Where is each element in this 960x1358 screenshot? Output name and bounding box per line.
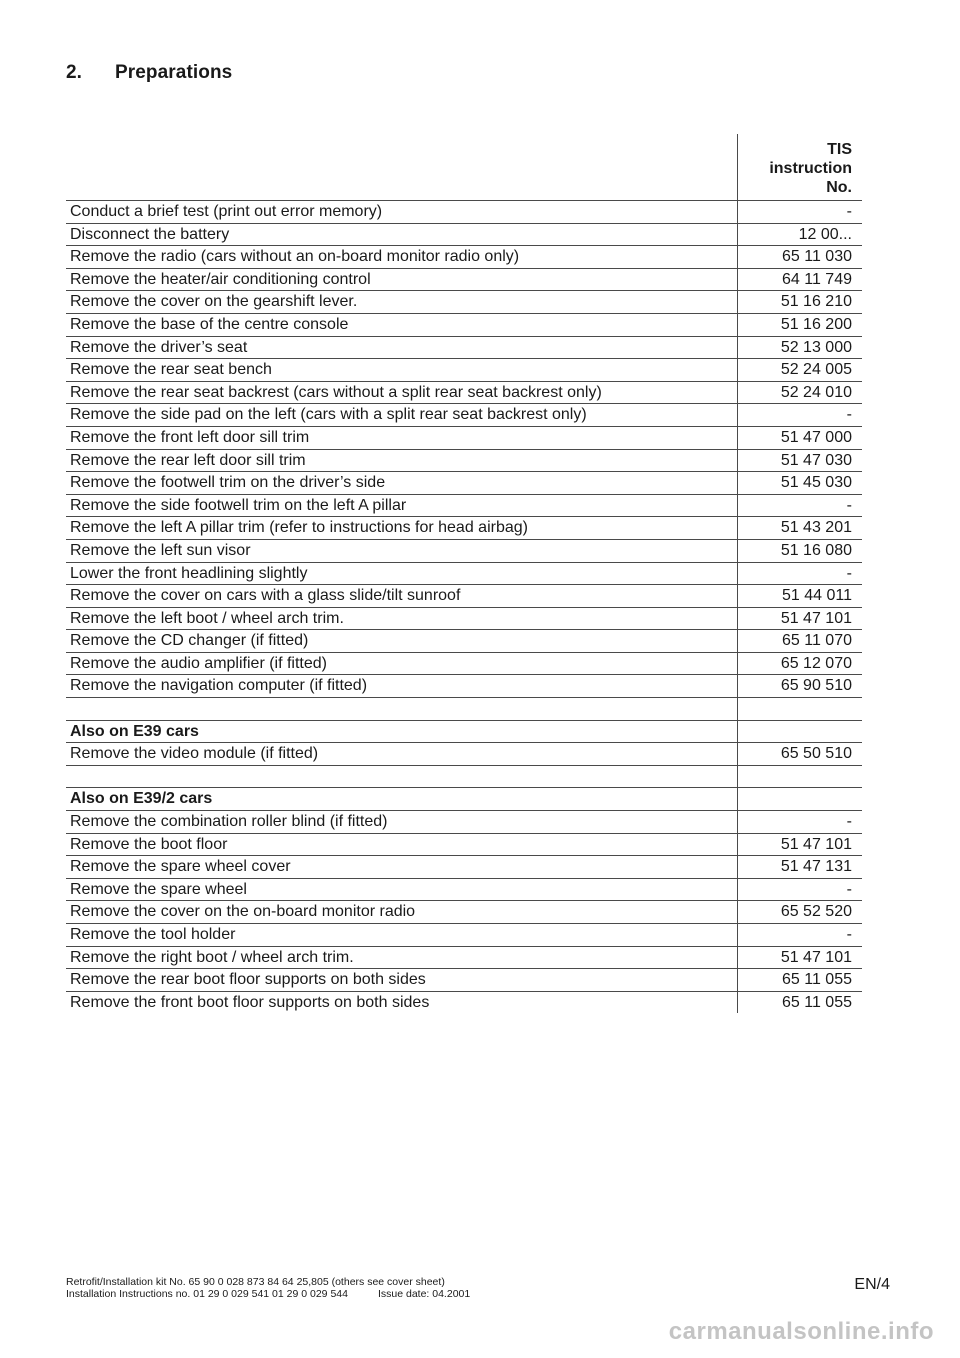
tis-number: 65 50 510 — [780, 745, 852, 763]
header-tis-label — [769, 140, 852, 197]
tis-number: 52 24 010 — [780, 383, 852, 401]
step-description: Remove the rear left door sill trim — [70, 451, 306, 469]
tis-number-cell — [737, 585, 862, 607]
table-row — [66, 290, 862, 313]
tis-number: - — [846, 203, 852, 220]
watermark-logo: carmanualsonline.info — [668, 1318, 934, 1345]
tis-number: 52 13 000 — [780, 338, 852, 356]
step-description: Lower the front headlining slightly — [70, 564, 308, 582]
step-description: Remove the CD changer (if fitted) — [70, 632, 309, 650]
tis-number: 51 16 080 — [780, 541, 852, 559]
step-description: Remove the spare wheel cover — [70, 858, 291, 876]
tis-number: - — [846, 880, 852, 898]
tis-number-cell — [737, 382, 862, 404]
step-description: Remove the driver’s seat — [70, 338, 248, 356]
step-description: Remove the tool holder — [70, 926, 236, 943]
step-description: Remove the base of the centre console — [70, 315, 349, 333]
table-row — [66, 946, 862, 969]
header-line: instruction — [769, 160, 852, 177]
tis-number-cell — [737, 495, 862, 517]
table-row — [66, 720, 862, 743]
tis-number: 51 43 201 — [780, 519, 852, 537]
table-row — [66, 381, 862, 404]
tis-number: - — [846, 813, 852, 831]
tis-number: 51 47 101 — [780, 835, 852, 853]
step-description: Remove the spare wheel — [70, 880, 247, 898]
tis-number-cell — [737, 834, 862, 856]
tis-number-cell — [737, 811, 862, 833]
tis-number-cell — [737, 947, 862, 969]
table-row — [66, 991, 862, 1014]
tis-number-cell — [737, 291, 862, 313]
header-line: No. — [826, 179, 852, 196]
tis-number-cell — [737, 630, 862, 652]
header-line: TIS — [827, 141, 852, 158]
step-description: Remove the cover on the on-board monitor radio — [70, 903, 416, 921]
tis-number: 12 00... — [798, 225, 852, 243]
tis-number-cell — [737, 314, 862, 336]
step-description: Remove the left sun visor — [70, 541, 251, 559]
table-row — [66, 833, 862, 856]
tis-number: 65 11 055 — [782, 971, 852, 989]
step-description: Remove the front boot floor supports on both sides — [70, 993, 430, 1011]
tis-number-cell — [737, 766, 862, 788]
table-row — [66, 923, 862, 946]
table-row — [66, 494, 862, 517]
step-description: Remove the footwell trim on the driver’s side — [70, 474, 386, 492]
tis-number-cell — [737, 517, 862, 539]
tis-number: 65 90 510 — [780, 677, 852, 695]
tis-number-cell — [737, 788, 862, 810]
section-number: 2. — [66, 62, 83, 83]
table-row — [66, 810, 862, 833]
tis-number-cell — [737, 269, 862, 291]
tis-number-cell — [737, 721, 862, 743]
tis-number-cell — [737, 992, 862, 1014]
footer-issue-date: Issue date: 04.2001 — [377, 1288, 471, 1300]
table-row — [66, 223, 862, 246]
tis-number-cell — [737, 698, 862, 720]
step-description: Remove the cover on cars with a glass slide/tilt sunroof — [70, 587, 461, 605]
footer-instructions-number: Installation Instructions no. 01 29 0 029 541 01 29 0 029 544 — [66, 1288, 348, 1300]
footer-kit-line: Retrofit/Installation kit No. 65 90 0 028 873 84 64 25,805 (others see cover sheet) — [66, 1276, 445, 1288]
step-description: Remove the left boot / wheel arch trim. — [70, 609, 344, 627]
table-row — [66, 245, 862, 268]
tis-number: 52 24 005 — [780, 361, 852, 379]
tis-number: - — [846, 406, 852, 424]
tis-number-cell — [737, 608, 862, 630]
step-description: Remove the boot floor — [70, 835, 228, 853]
table-row — [66, 607, 862, 630]
table-row — [66, 652, 862, 675]
table-row — [66, 516, 862, 539]
table-row — [66, 765, 862, 788]
table-row — [66, 336, 862, 359]
tis-number-cell — [737, 540, 862, 562]
tis-number-cell — [737, 472, 862, 494]
section-heading — [66, 62, 232, 84]
tis-number-cell — [737, 246, 862, 268]
tis-number: 65 12 070 — [780, 654, 852, 672]
tis-number: 51 47 030 — [780, 451, 852, 469]
group-heading: Also on E39 cars — [70, 722, 199, 740]
table-body — [66, 200, 862, 1013]
preparations-table — [66, 134, 862, 1013]
tis-number-cell — [737, 201, 862, 223]
group-heading: Also on E39/2 cars — [70, 790, 213, 808]
table-row — [66, 787, 862, 810]
table-row — [66, 200, 862, 223]
step-description: Remove the video module (if fitted) — [70, 745, 319, 763]
tis-number: - — [846, 564, 852, 582]
step-description: Remove the left A pillar trim (refer to instructions for head airbag) — [70, 519, 528, 537]
step-description: Remove the navigation computer (if fitted) — [70, 677, 368, 695]
table-row — [66, 878, 862, 901]
table-row — [66, 313, 862, 336]
tis-number-cell — [737, 856, 862, 878]
step-description: Remove the right boot / wheel arch trim. — [70, 948, 354, 966]
table-row — [66, 968, 862, 991]
step-description: Disconnect the battery — [70, 225, 230, 243]
step-description: Remove the side footwell trim on the left A pillar — [70, 496, 407, 514]
tis-number-cell — [737, 653, 862, 675]
table-row — [66, 697, 862, 720]
step-description: Remove the radio (cars without an on-board monitor radio only) — [70, 248, 520, 266]
table-row — [66, 426, 862, 449]
table-row — [66, 855, 862, 878]
table-row — [66, 539, 862, 562]
tis-number: 51 47 101 — [780, 948, 852, 966]
tis-number: - — [846, 926, 852, 943]
footer-instructions-line — [66, 1288, 470, 1300]
tis-number-cell — [737, 675, 862, 697]
step-description: Remove the front left door sill trim — [70, 428, 310, 446]
tis-number-cell — [737, 563, 862, 585]
tis-number: 64 11 749 — [782, 270, 852, 288]
table-row — [66, 742, 862, 765]
tis-number-cell — [737, 879, 862, 901]
step-description: Remove the rear boot floor supports on both sides — [70, 971, 426, 989]
step-description: Remove the side pad on the left (cars with a split rear seat backrest only) — [70, 406, 587, 424]
tis-number: 51 47 000 — [780, 428, 852, 446]
table-row — [66, 674, 862, 697]
section-title: Preparations — [115, 62, 233, 83]
tis-number: 65 11 030 — [782, 248, 852, 266]
tis-number: 51 16 210 — [780, 293, 852, 311]
tis-number-cell — [737, 901, 862, 923]
tis-number: 51 16 200 — [780, 315, 852, 333]
tis-number-cell — [737, 359, 862, 381]
page-number: EN/4 — [854, 1276, 890, 1293]
tis-number-cell — [737, 969, 862, 991]
header-tis-column — [737, 134, 862, 200]
table-row — [66, 358, 862, 381]
tis-number: 65 11 070 — [782, 632, 852, 650]
table-row — [66, 403, 862, 426]
tis-number: 51 44 011 — [782, 587, 852, 605]
table-row — [66, 471, 862, 494]
step-description: Remove the audio amplifier (if fitted) — [70, 654, 327, 672]
tis-number-cell — [737, 743, 862, 765]
tis-number: 65 52 520 — [780, 903, 852, 921]
tis-number: 65 11 055 — [782, 993, 852, 1011]
tis-number-cell — [737, 427, 862, 449]
table-row — [66, 268, 862, 291]
tis-number: 51 45 030 — [780, 474, 852, 492]
table-header — [66, 134, 862, 200]
table-row — [66, 562, 862, 585]
table-row — [66, 629, 862, 652]
step-description: Remove the combination roller blind (if fitted) — [70, 813, 388, 831]
tis-number: - — [846, 496, 852, 514]
footer-info — [66, 1276, 470, 1300]
tis-number-cell — [737, 337, 862, 359]
step-description: Remove the cover on the gearshift lever. — [70, 293, 358, 311]
tis-number-cell — [737, 924, 862, 946]
table-row — [66, 449, 862, 472]
tis-number-cell — [737, 224, 862, 246]
step-description: Conduct a brief test (print out error memory) — [70, 203, 383, 220]
step-description: Remove the heater/air conditioning control — [70, 270, 371, 288]
tis-number: 51 47 131 — [780, 858, 852, 876]
table-row — [66, 900, 862, 923]
tis-number-cell — [737, 450, 862, 472]
step-description: Remove the rear seat bench — [70, 361, 272, 379]
tis-number-cell — [737, 404, 862, 426]
table-row — [66, 584, 862, 607]
step-description: Remove the rear seat backrest (cars without a split rear seat backrest only) — [70, 383, 602, 401]
tis-number: 51 47 101 — [780, 609, 852, 627]
